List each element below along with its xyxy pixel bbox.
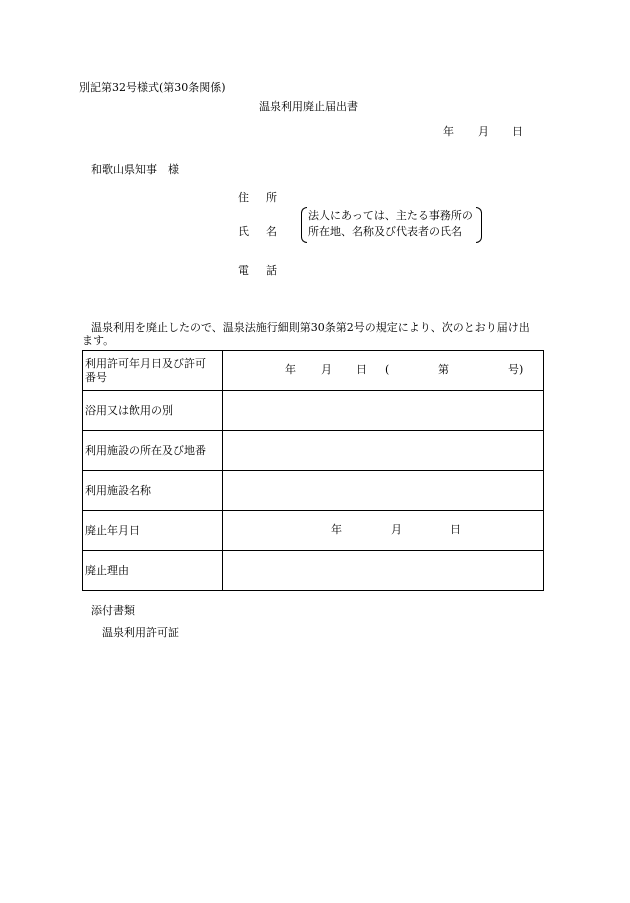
- date-day: 日: [512, 125, 523, 138]
- name-label: 氏 名: [238, 225, 280, 238]
- usage-type-label: 浴用又は飲用の別: [83, 391, 223, 431]
- permit-go: 号): [508, 363, 524, 376]
- document-title: 温泉利用廃止届出書: [259, 100, 358, 113]
- abolition-reason-value[interactable]: [223, 551, 544, 591]
- facility-name-label: 利用施設名称: [83, 471, 223, 511]
- form-number: 別記第32号様式(第30条関係): [79, 81, 226, 94]
- permit-date-label-line1: 利用許可年月日及び許可: [85, 356, 206, 370]
- notification-table: [82, 350, 544, 591]
- table-row: [83, 431, 544, 471]
- date-month: 月: [478, 125, 489, 138]
- statement-line2: ます。: [82, 334, 115, 347]
- name-note-brace-left: [301, 207, 307, 243]
- permit-month: 月: [321, 363, 332, 376]
- permit-year: 年: [285, 363, 296, 376]
- permit-date-label: [83, 351, 223, 391]
- statement-line1: 温泉利用を廃止したので、温泉法施行細則第30条第2号の規定により、次のとおり届け出: [91, 321, 530, 334]
- table-row: [83, 351, 544, 391]
- permit-day: 日: [356, 363, 367, 376]
- abolition-year: 年: [331, 523, 342, 536]
- abolition-date-value[interactable]: [223, 511, 544, 551]
- addressee: 和歌山県知事 様: [91, 163, 179, 176]
- permit-dai: 第: [438, 363, 449, 376]
- abolition-reason-label: 廃止理由: [83, 551, 223, 591]
- abolition-day: 日: [450, 523, 461, 536]
- permit-paren-open: (: [385, 363, 390, 376]
- permit-date-value[interactable]: [223, 351, 544, 391]
- permit-date-label-line2: 番号: [85, 370, 107, 384]
- name-note-brace-right: [476, 207, 482, 243]
- date-year: 年: [443, 125, 454, 138]
- phone-label: 電 話: [238, 264, 280, 277]
- usage-type-value[interactable]: [223, 391, 544, 431]
- address-label: 住 所: [238, 191, 280, 204]
- table-row: [83, 391, 544, 431]
- facility-name-value[interactable]: [223, 471, 544, 511]
- facility-location-value[interactable]: [223, 431, 544, 471]
- attachments-heading: 添付書類: [91, 604, 135, 617]
- name-note-line2: 所在地、名称及び代表者の氏名: [308, 225, 462, 238]
- table-row: [83, 511, 544, 551]
- table-row: [83, 551, 544, 591]
- abolition-date-label: 廃止年月日: [83, 511, 223, 551]
- attachment-item: 温泉利用許可証: [102, 626, 179, 639]
- table-row: [83, 471, 544, 511]
- abolition-month: 月: [391, 523, 402, 536]
- facility-location-label: 利用施設の所在及び地番: [83, 431, 223, 471]
- name-note-line1: 法人にあっては、主たる事務所の: [308, 209, 473, 222]
